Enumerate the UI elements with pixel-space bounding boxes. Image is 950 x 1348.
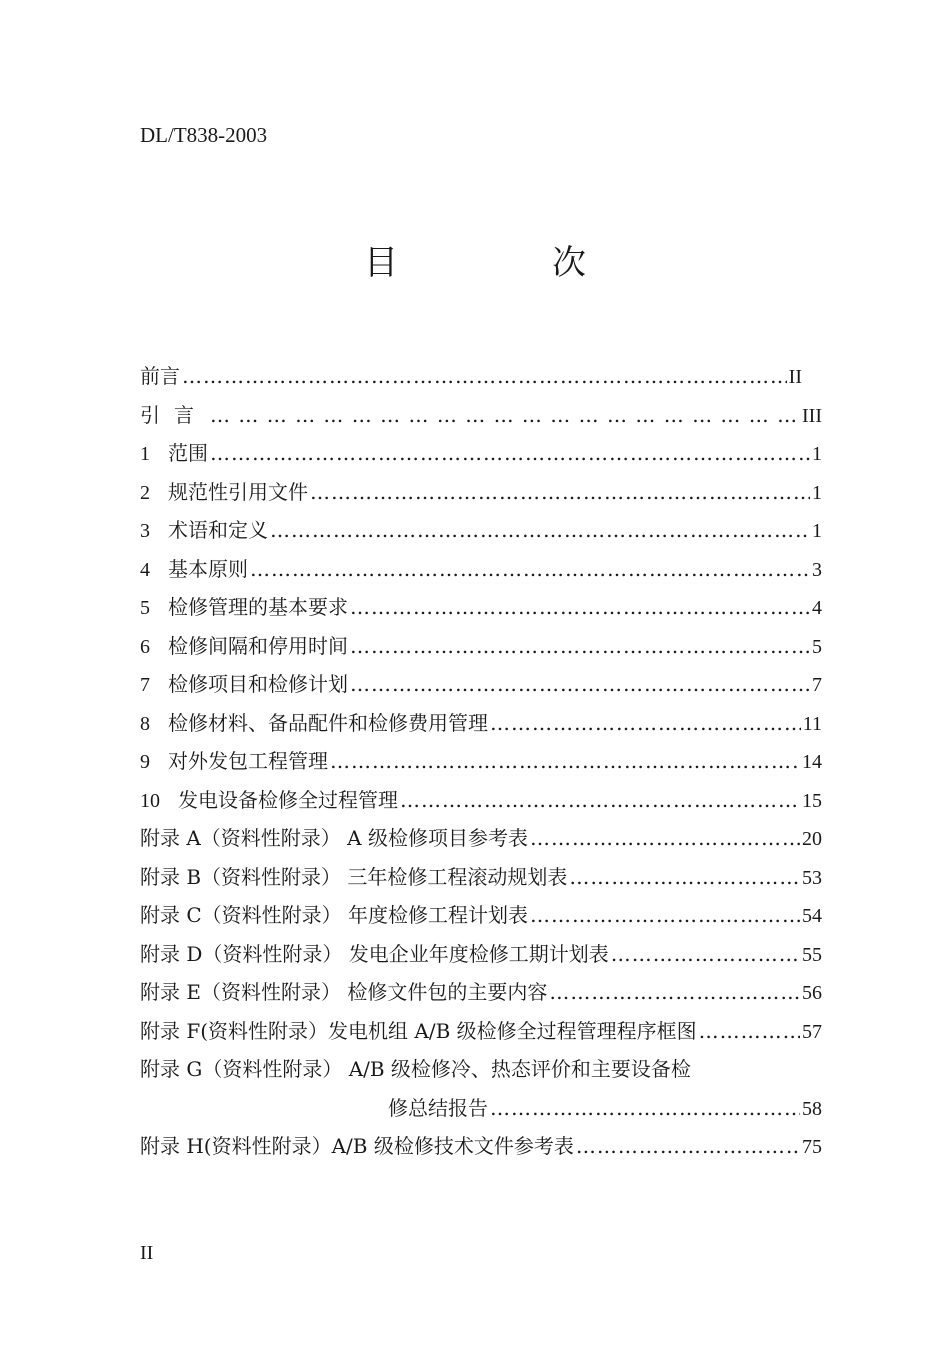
toc-entry-page: 1 [812, 443, 822, 465]
toc-entry-number: 6 [140, 635, 150, 658]
toc-entry-label: 检修材料、备品配件和检修费用管理 [168, 710, 488, 735]
toc-entry-page: 57 [802, 1020, 822, 1043]
toc-leader-dots [699, 1012, 800, 1051]
toc-entry-label: 基本原则 [168, 556, 248, 581]
toc-leader-dots [530, 819, 800, 858]
toc-entry-label: 附录 E（资料性附录） 检修文件包的主要内容 [140, 980, 548, 1004]
toc-entry-10[interactable] [140, 781, 822, 820]
toc-leader-dots [530, 896, 800, 935]
toc-entry-label: 附录 A（资料性附录） A 级检修项目参考表 [140, 826, 528, 850]
toc-entry-number: 7 [140, 674, 150, 696]
toc-entry-label: 检修管理的基本要求 [168, 595, 348, 619]
toc-entry-7[interactable] [140, 665, 822, 704]
toc-leader-dots [569, 858, 800, 897]
toc-entry-page: II [788, 366, 802, 388]
toc-entry-page: 4 [812, 597, 822, 619]
toc-leader-dots [350, 627, 810, 666]
toc-entry-appendix-f[interactable] [140, 1012, 822, 1051]
toc-entry-1[interactable] [140, 434, 822, 473]
toc-entry-page: 5 [812, 635, 822, 658]
toc-entry-number: 5 [140, 597, 150, 619]
toc-leader-dots [330, 742, 800, 781]
toc-entry-number: 3 [140, 520, 150, 542]
toc-entry-appendix-d[interactable] [140, 935, 822, 974]
toc-entry-number: 4 [140, 558, 150, 581]
toc-entry-appendix-c[interactable] [140, 896, 822, 935]
toc-entry-page: 15 [802, 789, 822, 812]
toc-entry-page: 75 [802, 1136, 822, 1158]
toc-entry-2[interactable] [140, 473, 822, 512]
toc-leader-dots [350, 588, 810, 627]
toc-leader-dots [400, 781, 800, 820]
toc-entry-label: 修总结报告 [388, 1095, 488, 1120]
toc-entry-foreword[interactable] [140, 357, 802, 396]
toc-entry-9[interactable] [140, 742, 822, 781]
toc-entry-label: 附录 G（资料性附录） A/B 级检修冷、热态评价和主要设备检 [140, 1057, 691, 1081]
toc-leader-dots [490, 1089, 800, 1128]
toc-entry-label: 对外发包工程管理 [168, 749, 328, 773]
toc-entry-appendix-b[interactable] [140, 858, 822, 897]
toc-entry-3[interactable] [140, 511, 822, 550]
toc-entry-page: 7 [812, 674, 822, 696]
toc-leader-dots [350, 665, 810, 704]
toc-entry-label: 附录 B（资料性附录） 三年检修工程滚动规划表 [140, 864, 568, 889]
toc-entry-6[interactable] [140, 627, 822, 666]
toc-leader-dots [270, 511, 810, 550]
toc-entry-page: 55 [802, 943, 822, 966]
toc-leader-dots [611, 935, 800, 974]
toc-entry-number: 2 [140, 481, 150, 504]
toc-entry-appendix-e[interactable] [140, 973, 822, 1012]
toc-entry-label: 附录 D（资料性附录） 发电企业年度检修工期计划表 [140, 941, 609, 966]
toc-entry-label: 术语和定义 [168, 518, 268, 542]
toc-entry-label: 检修项目和检修计划 [168, 672, 348, 696]
toc-leader-dots [576, 1127, 800, 1166]
toc-entry-label: 附录 H(资料性附录）A/B 级检修技术文件参考表 [140, 1134, 574, 1158]
toc-entry-number: 10 [140, 789, 160, 812]
toc-entry-page: 1 [812, 520, 822, 542]
toc-leader-dots [549, 973, 800, 1012]
toc-entry-label: 前言 [140, 364, 180, 388]
toc-entry-page: 14 [802, 751, 822, 773]
toc-entry-page: 54 [802, 905, 822, 927]
toc-entry-introduction[interactable] [140, 396, 822, 435]
toc-entry-number: 8 [140, 712, 150, 735]
toc-entry-8[interactable] [140, 704, 822, 743]
page-number: II [140, 1242, 154, 1264]
toc-leader-dots [210, 396, 800, 435]
toc-entry-label: 发电设备检修全过程管理 [178, 787, 398, 812]
toc-title: 目 次 [364, 243, 646, 283]
toc-entry-number: 9 [140, 751, 150, 773]
toc-leader-dots [182, 357, 787, 396]
table-of-contents [140, 357, 822, 1166]
toc-leader-dots [490, 704, 801, 743]
toc-leader-dots [210, 434, 810, 473]
toc-entry-page: 58 [802, 1097, 822, 1120]
toc-entry-appendix-g[interactable] [140, 1050, 822, 1089]
toc-entry-page: 20 [802, 828, 822, 850]
toc-entry-number: 1 [140, 443, 150, 465]
toc-entry-page: 3 [812, 558, 822, 581]
toc-entry-appendix-a[interactable] [140, 819, 822, 858]
toc-entry-label: 附录 C（资料性附录） 年度检修工程计划表 [140, 903, 529, 927]
toc-leader-dots [310, 473, 810, 512]
toc-entry-label: 检修间隔和停用时间 [168, 633, 348, 658]
toc-entry-label: 附录 F(资料性附录）发电机组 A/B 级检修全过程管理程序框图 [140, 1018, 697, 1043]
toc-leader-dots [250, 550, 810, 589]
toc-entry-page: 56 [802, 982, 822, 1004]
toc-entry-page: 53 [802, 866, 822, 889]
toc-entry-label: 范围 [168, 441, 208, 465]
toc-entry-5[interactable] [140, 588, 822, 627]
toc-entry-appendix-g-continued[interactable] [140, 1089, 822, 1128]
toc-entry-4[interactable] [140, 550, 822, 589]
toc-entry-appendix-h[interactable] [140, 1127, 822, 1166]
toc-entry-label: 引言 [140, 402, 208, 427]
document-code: DL/T838-2003 [140, 123, 268, 147]
toc-entry-label: 规范性引用文件 [168, 479, 308, 504]
toc-entry-page: III [802, 404, 822, 427]
toc-entry-page: 1 [812, 481, 822, 504]
toc-entry-page: 11 [802, 712, 822, 735]
